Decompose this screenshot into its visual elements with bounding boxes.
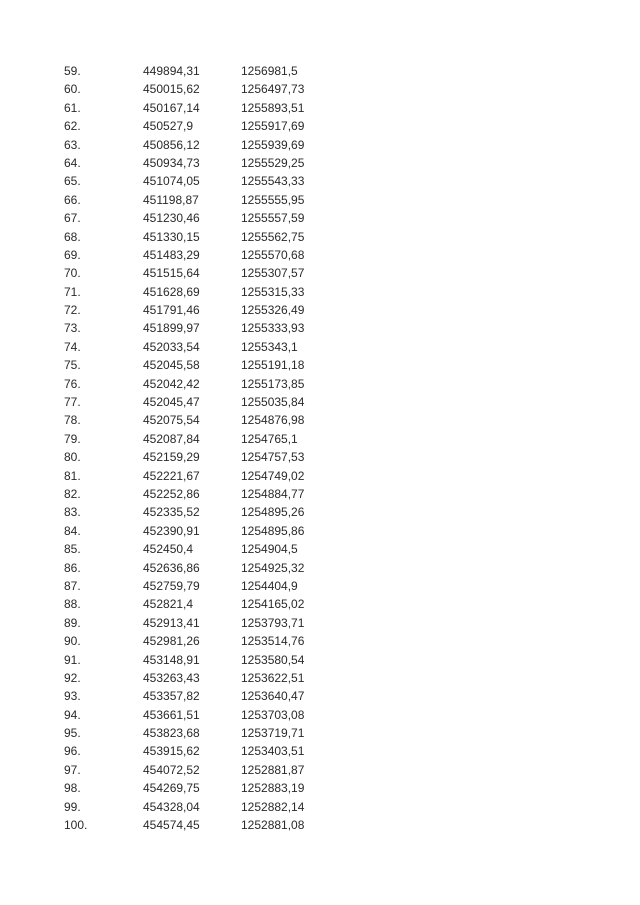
table-row xyxy=(64,467,364,485)
point-number: 76. xyxy=(64,376,81,391)
point-number: 75. xyxy=(64,358,81,373)
point-number: 84. xyxy=(64,523,81,538)
point-number: 94. xyxy=(64,707,81,722)
y-coordinate: 1254749,02 xyxy=(241,468,305,483)
x-coordinate: 452087,84 xyxy=(143,431,200,446)
x-coordinate: 452045,47 xyxy=(143,395,200,410)
x-coordinate: 453148,91 xyxy=(143,652,200,667)
table-row xyxy=(64,614,364,632)
table-row xyxy=(64,779,364,797)
x-coordinate: 451515,64 xyxy=(143,266,200,281)
table-row xyxy=(64,559,364,577)
point-number: 64. xyxy=(64,155,81,170)
point-number: 66. xyxy=(64,192,81,207)
point-number: 82. xyxy=(64,486,81,501)
y-coordinate: 1255326,49 xyxy=(241,303,305,318)
point-number: 77. xyxy=(64,395,81,410)
x-coordinate: 453263,43 xyxy=(143,670,200,685)
x-coordinate: 452759,79 xyxy=(143,578,200,593)
y-coordinate: 1255343,1 xyxy=(241,339,298,354)
x-coordinate: 452252,86 xyxy=(143,486,200,501)
x-coordinate: 451074,05 xyxy=(143,174,200,189)
y-coordinate: 1255173,85 xyxy=(241,376,305,391)
x-coordinate: 454269,75 xyxy=(143,781,200,796)
x-coordinate: 453823,68 xyxy=(143,726,200,741)
x-coordinate: 451791,46 xyxy=(143,303,200,318)
table-row xyxy=(64,632,364,650)
table-row xyxy=(64,595,364,613)
y-coordinate: 1254404,9 xyxy=(241,578,298,593)
x-coordinate: 452636,86 xyxy=(143,560,200,575)
point-number: 92. xyxy=(64,670,81,685)
x-coordinate: 450527,9 xyxy=(143,119,194,134)
y-coordinate: 1254895,26 xyxy=(241,505,305,520)
table-row xyxy=(64,724,364,742)
table-row xyxy=(64,393,364,411)
y-coordinate: 1255557,59 xyxy=(241,211,305,226)
x-coordinate: 454328,04 xyxy=(143,799,200,814)
point-number: 97. xyxy=(64,762,81,777)
table-row xyxy=(64,172,364,190)
table-row xyxy=(64,651,364,669)
x-coordinate: 452042,42 xyxy=(143,376,200,391)
y-coordinate: 1253622,51 xyxy=(241,670,305,685)
y-coordinate: 1252882,14 xyxy=(241,799,305,814)
table-row xyxy=(64,301,364,319)
x-coordinate: 449894,31 xyxy=(143,64,200,78)
y-coordinate: 1253580,54 xyxy=(241,652,305,667)
x-coordinate: 452159,29 xyxy=(143,450,200,465)
y-coordinate: 1254876,98 xyxy=(241,413,305,428)
y-coordinate: 1255939,69 xyxy=(241,137,305,152)
y-coordinate: 1255917,69 xyxy=(241,119,305,134)
table-row xyxy=(64,80,364,98)
y-coordinate: 1256497,73 xyxy=(241,82,305,97)
point-number: 68. xyxy=(64,229,81,244)
table-row xyxy=(64,283,364,301)
point-number: 78. xyxy=(64,413,81,428)
y-coordinate: 1255315,33 xyxy=(241,284,305,299)
table-row xyxy=(64,485,364,503)
x-coordinate: 452045,58 xyxy=(143,358,200,373)
table-row xyxy=(64,228,364,246)
y-coordinate: 1254895,86 xyxy=(241,523,305,538)
x-coordinate: 453915,62 xyxy=(143,744,200,759)
x-coordinate: 452390,91 xyxy=(143,523,200,538)
point-number: 80. xyxy=(64,450,81,465)
point-number: 61. xyxy=(64,100,81,115)
x-coordinate: 450167,14 xyxy=(143,100,200,115)
table-row xyxy=(64,99,364,117)
y-coordinate: 1253640,47 xyxy=(241,689,305,704)
table-row xyxy=(64,706,364,724)
table-row xyxy=(64,669,364,687)
y-coordinate: 1255529,25 xyxy=(241,155,305,170)
point-number: 96. xyxy=(64,744,81,759)
x-coordinate: 452913,41 xyxy=(143,615,200,630)
table-row xyxy=(64,522,364,540)
y-coordinate: 1255893,51 xyxy=(241,100,305,115)
table-row xyxy=(64,816,364,834)
table-row xyxy=(64,503,364,521)
table-row xyxy=(64,761,364,779)
table-row xyxy=(64,209,364,227)
y-coordinate: 1256981,5 xyxy=(241,64,298,78)
y-coordinate: 1253793,71 xyxy=(241,615,305,630)
table-row xyxy=(64,191,364,209)
table-row xyxy=(64,687,364,705)
y-coordinate: 1254165,02 xyxy=(241,597,305,612)
x-coordinate: 454072,52 xyxy=(143,762,200,777)
point-number: 86. xyxy=(64,560,81,575)
point-number: 59. xyxy=(64,64,81,78)
y-coordinate: 1255307,57 xyxy=(241,266,305,281)
y-coordinate: 1253719,71 xyxy=(241,726,305,741)
y-coordinate: 1255035,84 xyxy=(241,395,305,410)
point-number: 91. xyxy=(64,652,81,667)
table-row xyxy=(64,430,364,448)
x-coordinate: 454574,45 xyxy=(143,818,200,833)
table-row xyxy=(64,742,364,760)
table-row xyxy=(64,117,364,135)
y-coordinate: 1254904,5 xyxy=(241,542,298,557)
point-number: 65. xyxy=(64,174,81,189)
x-coordinate: 452221,67 xyxy=(143,468,200,483)
point-number: 93. xyxy=(64,689,81,704)
x-coordinate: 450015,62 xyxy=(143,82,200,97)
x-coordinate: 452075,54 xyxy=(143,413,200,428)
y-coordinate: 1254765,1 xyxy=(241,431,298,446)
table-row xyxy=(64,448,364,466)
point-number: 74. xyxy=(64,339,81,354)
point-number: 70. xyxy=(64,266,81,281)
x-coordinate: 453661,51 xyxy=(143,707,200,722)
point-number: 87. xyxy=(64,578,81,593)
y-coordinate: 1254757,53 xyxy=(241,450,305,465)
y-coordinate: 1254884,77 xyxy=(241,486,305,501)
x-coordinate: 453357,82 xyxy=(143,689,200,704)
point-number: 90. xyxy=(64,634,81,649)
point-number: 89. xyxy=(64,615,81,630)
y-coordinate: 1254925,32 xyxy=(241,560,305,575)
x-coordinate: 452450,4 xyxy=(143,542,194,557)
point-number: 88. xyxy=(64,597,81,612)
x-coordinate: 451198,87 xyxy=(143,192,199,207)
y-coordinate: 1255555,95 xyxy=(241,192,305,207)
table-row xyxy=(64,540,364,558)
point-number: 67. xyxy=(64,211,81,226)
point-number: 60. xyxy=(64,82,81,97)
y-coordinate: 1252881,87 xyxy=(241,762,305,777)
x-coordinate: 451628,69 xyxy=(143,284,200,299)
y-coordinate: 1252883,19 xyxy=(241,781,305,796)
x-coordinate: 450934,73 xyxy=(143,155,200,170)
table-row xyxy=(64,338,364,356)
point-number: 100. xyxy=(64,818,88,833)
point-number: 98. xyxy=(64,781,81,796)
table-row xyxy=(64,356,364,374)
table-row xyxy=(64,319,364,337)
point-number: 81. xyxy=(64,468,81,483)
y-coordinate: 1253514,76 xyxy=(241,634,305,649)
point-number: 69. xyxy=(64,247,81,262)
x-coordinate: 451899,97 xyxy=(143,321,200,336)
x-coordinate: 450856,12 xyxy=(143,137,200,152)
y-coordinate: 1253703,08 xyxy=(241,707,305,722)
table-row xyxy=(64,264,364,282)
x-coordinate: 452335,52 xyxy=(143,505,200,520)
x-coordinate: 452981,26 xyxy=(143,634,200,649)
table-row xyxy=(64,375,364,393)
y-coordinate: 1255562,75 xyxy=(241,229,305,244)
x-coordinate: 452033,54 xyxy=(143,339,200,354)
y-coordinate: 1255543,33 xyxy=(241,174,305,189)
table-row xyxy=(64,62,364,80)
x-coordinate: 451483,29 xyxy=(143,247,200,262)
y-coordinate: 1255191,18 xyxy=(241,358,305,373)
table-row xyxy=(64,136,364,154)
coordinate-table xyxy=(64,62,364,834)
x-coordinate: 451330,15 xyxy=(143,229,200,244)
point-number: 63. xyxy=(64,137,81,152)
point-number: 79. xyxy=(64,431,81,446)
table-row xyxy=(64,154,364,172)
table-row xyxy=(64,246,364,264)
x-coordinate: 451230,46 xyxy=(143,211,200,226)
point-number: 62. xyxy=(64,119,81,134)
point-number: 85. xyxy=(64,542,81,557)
point-number: 73. xyxy=(64,321,81,336)
point-number: 99. xyxy=(64,799,81,814)
point-number: 83. xyxy=(64,505,81,520)
table-row xyxy=(64,798,364,816)
table-row xyxy=(64,411,364,429)
y-coordinate: 1255333,93 xyxy=(241,321,305,336)
y-coordinate: 1253403,51 xyxy=(241,744,305,759)
x-coordinate: 452821,4 xyxy=(143,597,194,612)
table-row xyxy=(64,577,364,595)
point-number: 95. xyxy=(64,726,81,741)
point-number: 72. xyxy=(64,303,81,318)
y-coordinate: 1255570,68 xyxy=(241,247,305,262)
point-number: 71. xyxy=(64,284,81,299)
y-coordinate: 1252881,08 xyxy=(241,818,305,833)
